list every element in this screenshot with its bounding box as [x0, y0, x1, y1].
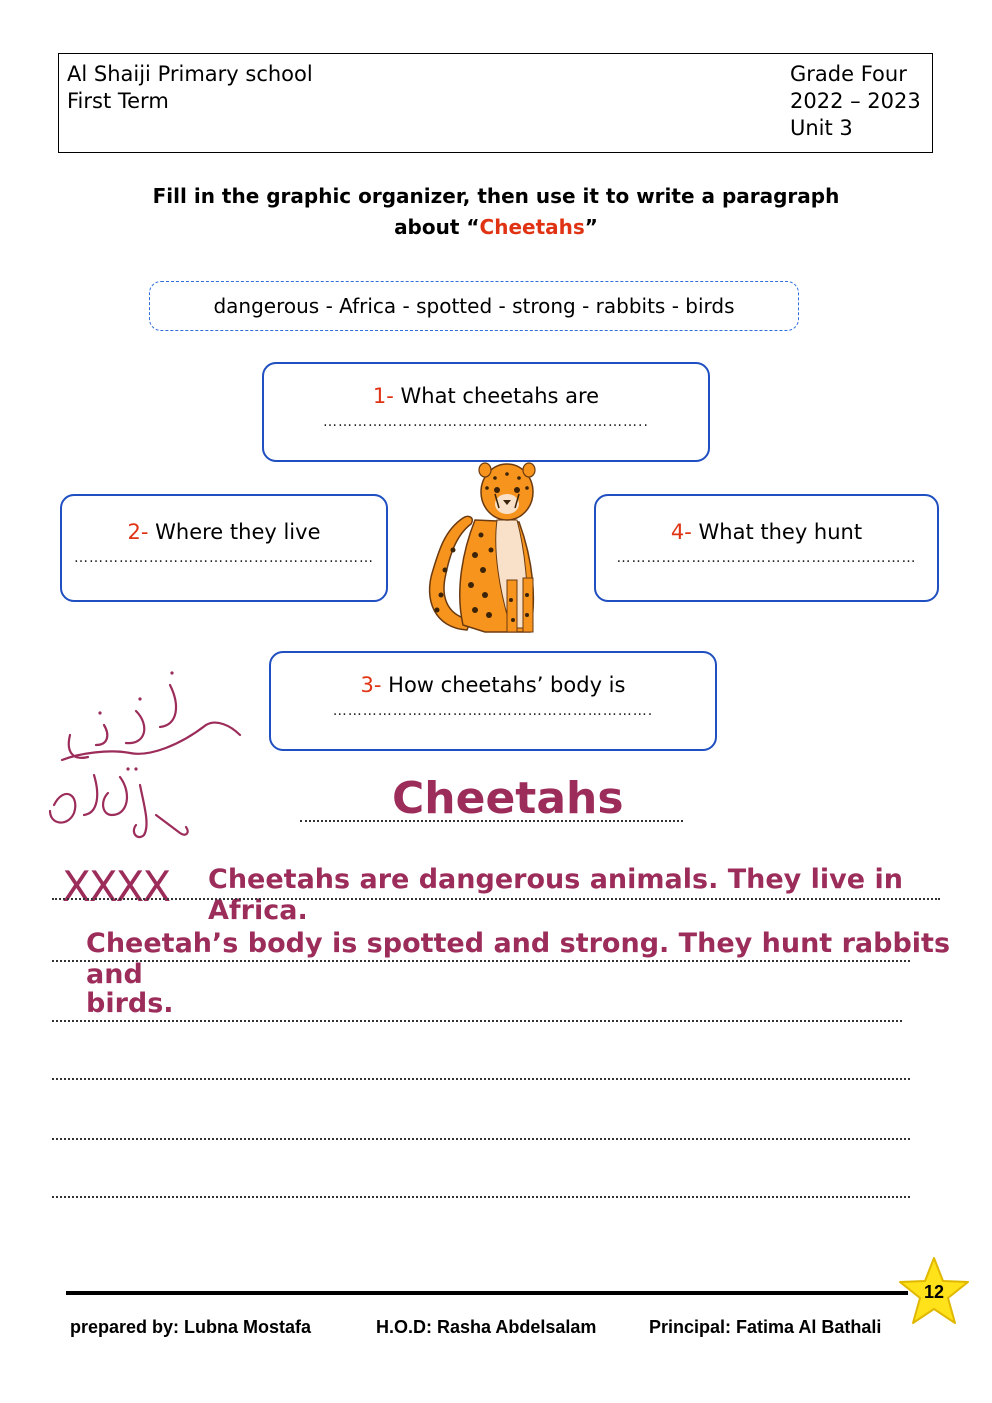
box-4-label: 4- What they hunt — [670, 520, 863, 544]
page-number: 12 — [923, 1282, 945, 1302]
teacher-marks: XXXX — [62, 862, 170, 911]
writing-line-3 — [52, 1020, 902, 1022]
writing-line-5[interactable] — [52, 1138, 910, 1140]
unit: Unit 3 — [790, 116, 853, 140]
term: First Term — [67, 89, 169, 113]
writing-line-6[interactable] — [52, 1196, 910, 1198]
hod: H.O.D: Rasha Abdelsalam — [376, 1317, 597, 1337]
writing-line-1 — [52, 898, 940, 900]
box-2-answer-line[interactable]: …………………………………………………… — [74, 550, 374, 566]
footer-rule — [66, 1291, 908, 1295]
prepared-by: prepared by: Lubna Mostafa — [70, 1317, 312, 1337]
box-2-label: 2- Where they live — [127, 520, 321, 544]
title-line — [300, 820, 683, 822]
cheetah-illustration — [415, 460, 555, 642]
topic-word: Cheetahs — [479, 215, 585, 239]
organizer-box-1 — [262, 362, 710, 462]
school-name: Al Shaiji Primary school — [67, 62, 313, 86]
writing-line-4[interactable] — [52, 1078, 910, 1080]
principal: Principal: Fatima Al Bathali — [649, 1317, 882, 1337]
box-1-answer-line[interactable]: ……………………………………………………….. — [323, 414, 649, 430]
box-3-label: 3- How cheetahs’ body is — [360, 673, 626, 697]
writing-line-2 — [52, 960, 910, 962]
instructions-line-2: about “Cheetahs” — [394, 215, 598, 239]
school-year: 2022 – 2023 — [790, 89, 921, 113]
box-3-answer-line[interactable]: ………………………………………………………. — [332, 703, 654, 719]
organizer-box-4 — [594, 494, 939, 602]
box-4-answer-line[interactable]: …………………………………………………… — [616, 550, 917, 566]
paragraph-line-2: Cheetah’s body is spotted and strong. They hunt rabbits and — [86, 928, 951, 990]
instructions — [96, 181, 896, 243]
instructions-line-1: Fill in the graphic organizer, then use it to write a paragraph — [152, 184, 840, 208]
paragraph-line-1: Cheetahs are dangerous animals. They live in Africa. — [208, 864, 903, 926]
word-bank: dangerous - Africa - spotted - strong - rabbits - birds — [149, 281, 799, 331]
organizer-box-2 — [60, 494, 388, 602]
grade: Grade Four — [790, 62, 907, 86]
paragraph-title: Cheetahs — [392, 773, 624, 824]
organizer-box-3 — [269, 651, 717, 751]
teacher-note-scribble — [40, 665, 250, 875]
paragraph-line-3: birds. — [86, 988, 174, 1019]
box-1-label: 1- What cheetahs are — [372, 384, 600, 408]
